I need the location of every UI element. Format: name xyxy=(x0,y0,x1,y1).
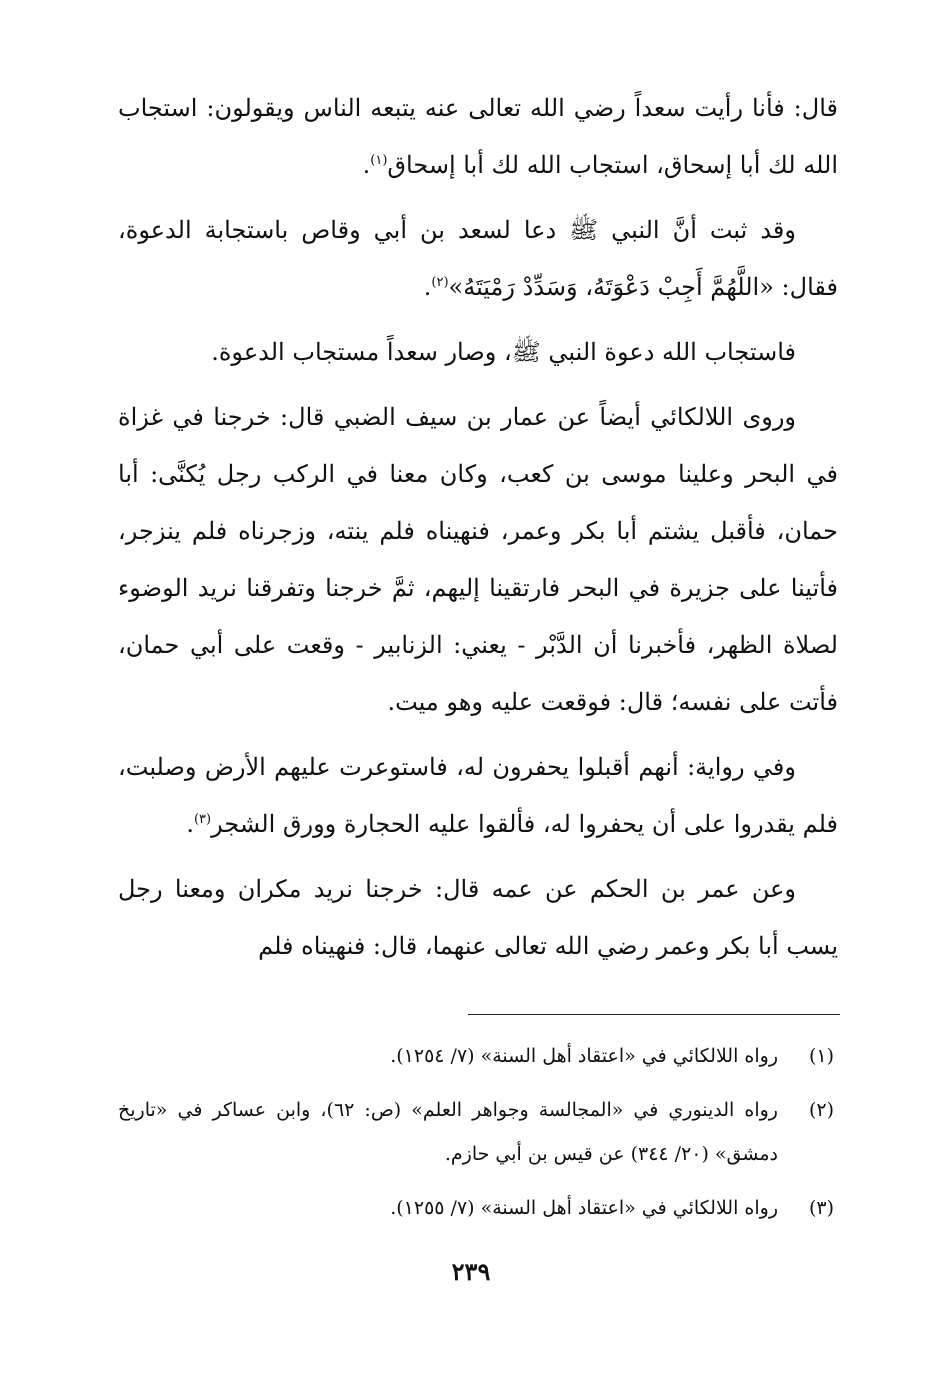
paragraph-4: وروى اللالكائي أيضاً عن عمار بن سيف الضبي قال: خرجنا في غزاة في البحر وعلينا موسى بن كعب، وكان معنا في الركب رجل يُكنَّى: أبا حمان، فأقبل يشتم أبا بكر وعمر، فنهيناه فلم ينته، وزجرناه فلم ينزجر، فأتينا على جزيرة في البحر فارتقينا إليهم، ثمَّ خرجنا وتفرقنا نريد الوضوء لصلاة الظهر، فأخبرنا أن الدَّبْر - يعني: الزنابير - وقعت على أبي حمان، فأتت على نفسه؛ قال: فوقعت عليه وهو ميت. xyxy=(118,403,838,716)
footnotes xyxy=(118,1034,838,1240)
paragraph-1-end: . xyxy=(362,151,371,179)
paragraph-1 xyxy=(118,80,838,194)
footnote-ref-2[interactable]: (٢) xyxy=(431,275,449,290)
paragraph-5-end: . xyxy=(186,810,194,838)
paragraph-1-text: قال: فأنا رأيت سعداً رضي الله تعالى عنه يتبعه الناس ويقولون: استجاب الله لك أبا إسحاق، استجاب الله لك أبا إسحاق xyxy=(118,94,838,179)
main-text xyxy=(118,80,838,983)
paragraph-3: فاستجاب الله دعوة النبي ﷺ، وصار سعداً مستجاب الدعوة. xyxy=(211,338,796,366)
footnote-ref-3[interactable]: (٣) xyxy=(193,812,212,827)
paragraph-5 xyxy=(118,739,838,853)
footnote-text: رواه اللالكائي في «اعتقاد أهل السنة» (٧/ ١٢٥٥). xyxy=(390,1197,778,1219)
footnote-2 xyxy=(118,1088,838,1176)
footnote-text: رواه الدينوري في «المجالسة وجواهر العلم» (ص: ٦٢)، وابن عساكر في «تاريخ دمشق» (٢٠/ ٣٤٤) عن قيس بن أبي حازم. xyxy=(118,1099,778,1165)
paragraph-2 xyxy=(118,202,838,316)
footnote-1 xyxy=(118,1034,838,1078)
footnote-text: رواه اللالكائي في «اعتقاد أهل السنة» (٧/ ١٢٥٤). xyxy=(390,1045,778,1067)
footnote-number: (٢) xyxy=(808,1099,834,1121)
footnote-number: (٣) xyxy=(808,1197,834,1219)
paragraph-2-end: . xyxy=(423,273,432,301)
footnote-ref-1[interactable]: (١) xyxy=(370,153,388,168)
footnote-number: (١) xyxy=(808,1045,834,1067)
paragraph-2-text: وقد ثبت أنَّ النبي ﷺ دعا لسعد بن أبي وقاص باستجابة الدعوة، فقال: «اللَّهُمَّ أَجِبْ دَعْوَتَهُ، وَسَدِّدْ رَمْيَتَهُ» xyxy=(118,216,838,301)
page-number: ٢٣٩ xyxy=(451,1257,491,1286)
footnote-separator xyxy=(468,1014,840,1015)
paragraph-5-text: وفي رواية: أنهم أقبلوا يحفرون له، فاستوعرت عليهم الأرض وصلبت، فلم يقدروا على أن يحفروا له، فألقوا عليه الحجارة وورق الشجر xyxy=(118,753,838,838)
paragraph-6: وعن عمر بن الحكم عن عمه قال: خرجنا نريد مكران ومعنا رجل يسب أبا بكر وعمر رضي الله تعالى عنهما، قال: فنهيناه فلم xyxy=(118,875,838,960)
footnote-3 xyxy=(118,1186,838,1230)
